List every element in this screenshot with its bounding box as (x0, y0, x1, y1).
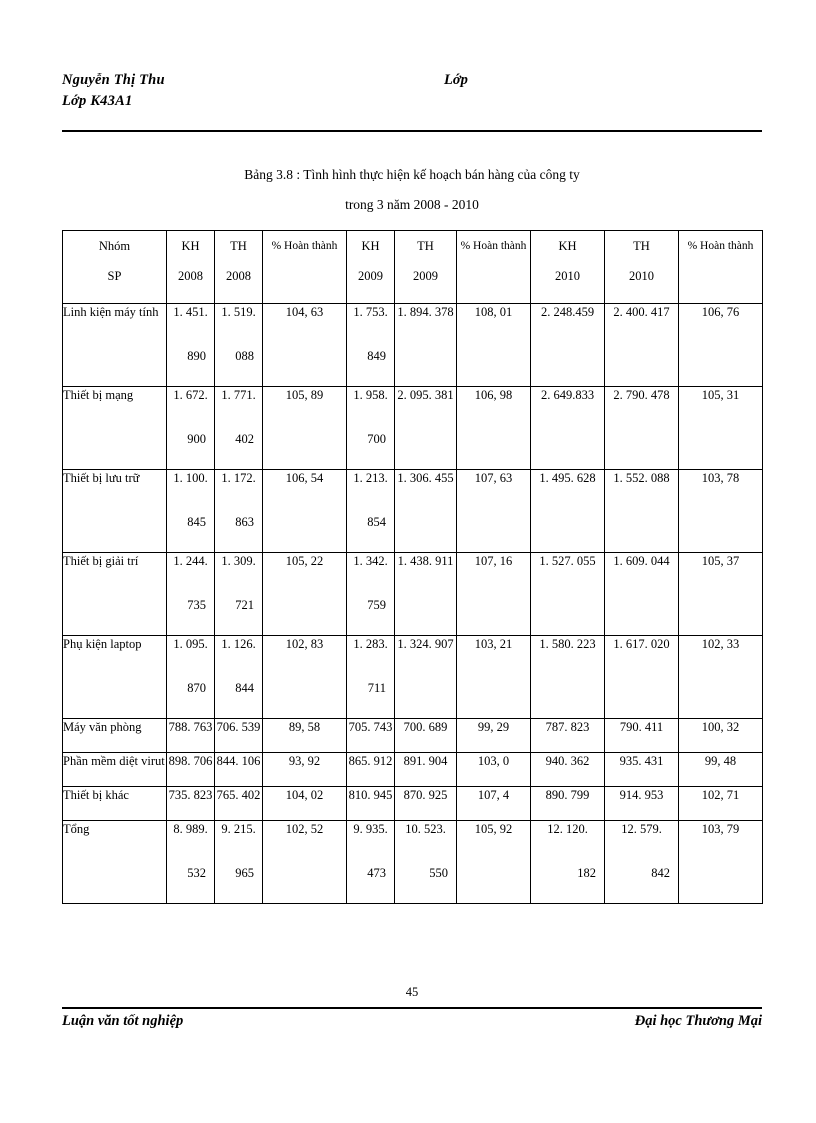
table-cell (679, 304, 763, 387)
col-header-kh-2010-top: KH (558, 239, 577, 253)
table-cell (531, 470, 605, 553)
cell-value-primary: 1. 324. 907 (397, 637, 454, 651)
col-header-th-2009 (395, 231, 457, 304)
row-label: Thiết bị mạng (63, 387, 167, 470)
table-row (63, 304, 763, 387)
table-cell (167, 636, 215, 719)
col-header-group (63, 231, 167, 304)
col-header-kh-2008 (167, 231, 215, 304)
cell-value-primary: 12. 120. (547, 822, 588, 836)
col-header-th-2010 (605, 231, 679, 304)
page-number: 45 (405, 985, 419, 999)
cell-value-secondary: 182 (577, 866, 596, 880)
cell-value-primary: 1. 283. (353, 637, 388, 651)
table-cell (395, 553, 457, 636)
cell-value-primary: 1. 527. 055 (539, 554, 596, 568)
cell-value-primary: 103, 79 (701, 822, 740, 836)
cell-value-primary: 705. 743 (348, 720, 393, 734)
table-cell (679, 753, 763, 787)
cell-value-secondary: 842 (651, 866, 670, 880)
cell-value-primary: 898. 706 (168, 754, 213, 768)
cell-value-primary: 106, 98 (474, 388, 513, 402)
cell-value-secondary: 863 (235, 515, 254, 529)
table-cell (167, 787, 215, 821)
col-header-kh-2010 (531, 231, 605, 304)
cell-value-primary: 107, 16 (474, 554, 513, 568)
row-label: Thiết bị lưu trữ (63, 470, 167, 553)
table-cell (531, 304, 605, 387)
running-footer (62, 985, 762, 1039)
cell-value-secondary: 532 (187, 866, 206, 880)
table-cell (215, 636, 263, 719)
cell-value-secondary: 849 (367, 349, 386, 363)
cell-value-primary: 844. 106 (216, 754, 261, 768)
table-cell (167, 470, 215, 553)
cell-value-primary: 788. 763 (168, 720, 213, 734)
table-cell (679, 821, 763, 904)
cell-value-primary: 105, 37 (701, 554, 740, 568)
cell-value-primary: 935. 431 (619, 754, 664, 768)
table-row (63, 719, 763, 753)
cell-value-primary: 1. 309. (221, 554, 256, 568)
cell-value-primary: 1. 617. 020 (613, 637, 670, 651)
table-cell (263, 753, 347, 787)
cell-value-primary: 108, 01 (474, 305, 513, 319)
table-cell (531, 553, 605, 636)
col-header-th-2009-bottom: 2009 (413, 269, 438, 283)
cell-value-primary: 106, 76 (701, 305, 740, 319)
table-cell (457, 553, 531, 636)
footer-rule (62, 1007, 762, 1009)
table-cell (347, 387, 395, 470)
cell-value-secondary: 700 (367, 432, 386, 446)
col-header-group-bottom: SP (107, 269, 122, 283)
table-cell (167, 553, 215, 636)
col-header-kh-2009 (347, 231, 395, 304)
cell-value-primary: 105, 31 (701, 388, 740, 402)
cell-value-primary: 890. 799 (545, 788, 590, 802)
cell-value-secondary: 845 (187, 515, 206, 529)
table-cell (679, 553, 763, 636)
table-cell (167, 304, 215, 387)
table-cell (531, 636, 605, 719)
cell-value-primary: 1. 172. (221, 471, 256, 485)
cell-value-primary: 9. 215. (221, 822, 256, 836)
table-cell (167, 821, 215, 904)
table-cell (215, 470, 263, 553)
table-cell (679, 387, 763, 470)
table-cell (457, 470, 531, 553)
cell-value-primary: 735. 823 (168, 788, 213, 802)
cell-value-primary: 1. 519. (221, 305, 256, 319)
table-cell (605, 719, 679, 753)
col-header-kh-2008-top: KH (181, 239, 200, 253)
table-cell (395, 719, 457, 753)
table-cell (605, 821, 679, 904)
table-cell (605, 753, 679, 787)
table-cell (605, 304, 679, 387)
table-cell (347, 304, 395, 387)
col-header-group-top: Nhóm (98, 239, 131, 253)
cell-value-primary: 1. 958. (353, 388, 388, 402)
cell-value-primary: 105, 22 (285, 554, 324, 568)
cell-value-primary: 102, 71 (701, 788, 740, 802)
table-cell (531, 719, 605, 753)
col-header-th-2009-top: TH (417, 239, 434, 253)
table-cell (457, 636, 531, 719)
cell-value-primary: 107, 63 (474, 471, 513, 485)
cell-value-secondary: 473 (367, 866, 386, 880)
col-header-th-2008-bottom: 2008 (226, 269, 251, 283)
cell-value-secondary: 759 (367, 598, 386, 612)
cell-value-primary: 8. 989. (173, 822, 208, 836)
col-header-kh-2010-bottom: 2010 (555, 269, 580, 283)
row-label: Máy văn phòng (63, 719, 167, 753)
cell-value-primary: 10. 523. (405, 822, 446, 836)
table-cell (215, 719, 263, 753)
col-header-th-2010-top: TH (633, 239, 650, 253)
table-cell (605, 553, 679, 636)
table-row (63, 470, 763, 553)
table-cell (457, 821, 531, 904)
table-header-row (63, 231, 763, 304)
cell-value-primary: 1. 580. 223 (539, 637, 596, 651)
running-header (62, 70, 762, 128)
table-cell (395, 753, 457, 787)
cell-value-primary: 706. 539 (216, 720, 261, 734)
cell-value-primary: 93, 92 (288, 754, 321, 768)
cell-value-primary: 2. 790. 478 (613, 388, 670, 402)
table-cell (263, 821, 347, 904)
cell-value-secondary: 711 (367, 681, 386, 695)
col-header-th-2008 (215, 231, 263, 304)
table-cell (263, 304, 347, 387)
table-cell (347, 753, 395, 787)
table-cell (457, 387, 531, 470)
table-cell (531, 821, 605, 904)
table-cell (457, 787, 531, 821)
cell-value-secondary: 721 (235, 598, 254, 612)
table-cell (167, 387, 215, 470)
cell-value-primary: 103, 78 (701, 471, 740, 485)
cell-value-primary: 870. 925 (403, 788, 448, 802)
table-body (63, 304, 763, 904)
col-header-kh-2009-bottom: 2009 (358, 269, 383, 283)
table-row (63, 636, 763, 719)
table-row (63, 387, 763, 470)
header-rule (62, 130, 762, 132)
cell-value-primary: 102, 52 (285, 822, 324, 836)
table-header-row-group (63, 231, 763, 304)
cell-value-primary: 1. 213. (353, 471, 388, 485)
table-cell (215, 821, 263, 904)
cell-value-primary: 2. 095. 381 (397, 388, 454, 402)
table-cell (531, 753, 605, 787)
table-cell (457, 753, 531, 787)
cell-value-primary: 12. 579. (621, 822, 662, 836)
table-row (63, 553, 763, 636)
table-cell (167, 719, 215, 753)
table-cell (395, 470, 457, 553)
table-cell (347, 553, 395, 636)
header-author-class: Lớp K43A1 (62, 93, 133, 109)
col-header-kh-2009-top: KH (361, 239, 380, 253)
header-author-name: Nguyễn Thị Thu (62, 72, 165, 88)
cell-value-primary: 787. 823 (545, 720, 590, 734)
table-cell (215, 787, 263, 821)
cell-value-primary: 1. 495. 628 (539, 471, 596, 485)
row-label: Phụ kiện laptop (63, 636, 167, 719)
cell-value-secondary: 900 (187, 432, 206, 446)
cell-value-primary: 104, 63 (285, 305, 324, 319)
table-cell (347, 821, 395, 904)
cell-value-secondary: 550 (429, 866, 448, 880)
row-label: Linh kiện máy tính (63, 304, 167, 387)
table-cell (215, 304, 263, 387)
table-cell (605, 387, 679, 470)
col-header-percent-2010: % Hoàn thành (679, 231, 763, 304)
cell-value-secondary: 088 (235, 349, 254, 363)
cell-value-primary: 2. 400. 417 (613, 305, 670, 319)
cell-value-primary: 865. 912 (348, 754, 393, 768)
cell-value-primary: 104, 02 (285, 788, 324, 802)
footer-right-label: Đại học Thương Mại (634, 1013, 762, 1029)
cell-value-primary: 1. 126. (221, 637, 256, 651)
table-cell (347, 636, 395, 719)
cell-value-primary: 1. 771. (221, 388, 256, 402)
table-cell (263, 719, 347, 753)
table-cell (347, 719, 395, 753)
table-cell (215, 753, 263, 787)
table-cell (167, 753, 215, 787)
table-cell (263, 470, 347, 553)
cell-value-secondary: 965 (235, 866, 254, 880)
table-cell (679, 470, 763, 553)
cell-value-primary: 105, 89 (285, 388, 324, 402)
page-content (62, 70, 762, 904)
table-cell (263, 387, 347, 470)
table-cell (605, 636, 679, 719)
table-cell (531, 387, 605, 470)
cell-value-primary: 89, 58 (288, 720, 321, 734)
cell-value-primary: 102, 83 (285, 637, 324, 651)
sales-plan-table (62, 230, 763, 904)
row-label: Thiết bị giải trí (63, 553, 167, 636)
row-label: Thiết bị khác (63, 787, 167, 821)
row-label: Tổng (63, 821, 167, 904)
table-cell (605, 787, 679, 821)
table-cell (531, 787, 605, 821)
table-cell (679, 719, 763, 753)
cell-value-primary: 103, 21 (474, 637, 513, 651)
cell-value-primary: 2. 248.459 (540, 305, 595, 319)
cell-value-primary: 1. 342. (353, 554, 388, 568)
row-label: Phần mềm diệt virut (63, 753, 167, 787)
cell-value-primary: 1. 306. 455 (397, 471, 454, 485)
table-cell (347, 470, 395, 553)
cell-value-primary: 790. 411 (619, 720, 664, 734)
cell-value-primary: 1. 438. 911 (397, 554, 454, 568)
table-cell (679, 636, 763, 719)
table-cell (605, 470, 679, 553)
table-cell (263, 636, 347, 719)
cell-value-primary: 1. 672. (173, 388, 208, 402)
table-cell (395, 304, 457, 387)
table-cell (215, 387, 263, 470)
cell-value-secondary: 844 (235, 681, 254, 695)
table-caption-line1: Bảng 3.8 : Tình hình thực hiện kế hoạch bán hàng của công ty (244, 167, 580, 182)
cell-value-primary: 765. 402 (216, 788, 261, 802)
table-cell (263, 553, 347, 636)
cell-value-primary: 1. 552. 088 (613, 471, 670, 485)
table-row (63, 787, 763, 821)
cell-value-primary: 940. 362 (545, 754, 590, 768)
table-cell (263, 787, 347, 821)
col-header-percent-2009: % Hoàn thành (457, 231, 531, 304)
header-author (62, 70, 165, 112)
table-cell (347, 787, 395, 821)
cell-value-primary: 1. 095. (173, 637, 208, 651)
table-cell (395, 787, 457, 821)
cell-value-primary: 106, 54 (285, 471, 324, 485)
cell-value-primary: 99, 29 (477, 720, 510, 734)
table-cell (395, 387, 457, 470)
cell-value-secondary: 402 (235, 432, 254, 446)
table-cell (679, 787, 763, 821)
cell-value-primary: 9. 935. (353, 822, 388, 836)
cell-value-primary: 99, 48 (704, 754, 737, 768)
cell-value-primary: 105, 92 (474, 822, 513, 836)
cell-value-primary: 1. 753. (353, 305, 388, 319)
cell-value-primary: 103, 0 (477, 754, 510, 768)
cell-value-primary: 700. 689 (403, 720, 448, 734)
header-center-label: Lớp (444, 72, 468, 88)
cell-value-primary: 1. 451. (173, 305, 208, 319)
cell-value-primary: 1. 244. (173, 554, 208, 568)
col-header-percent-2008: % Hoàn thành (263, 231, 347, 304)
footer-left-label: Luận văn tốt nghiệp (62, 1013, 184, 1029)
cell-value-secondary: 854 (367, 515, 386, 529)
table-cell (457, 304, 531, 387)
table-caption-line2: trong 3 năm 2008 - 2010 (345, 197, 479, 212)
cell-value-primary: 1. 609. 044 (613, 554, 670, 568)
cell-value-primary: 102, 33 (701, 637, 740, 651)
col-header-th-2010-bottom: 2010 (629, 269, 654, 283)
table-cell (215, 553, 263, 636)
table-cell (457, 719, 531, 753)
cell-value-primary: 1. 894. 378 (397, 305, 454, 319)
cell-value-primary: 1. 100. (173, 471, 208, 485)
table-cell (395, 821, 457, 904)
cell-value-secondary: 890 (187, 349, 206, 363)
cell-value-primary: 914. 953 (619, 788, 664, 802)
table-caption (62, 160, 762, 220)
table-row (63, 821, 763, 904)
cell-value-secondary: 870 (187, 681, 206, 695)
col-header-kh-2008-bottom: 2008 (178, 269, 203, 283)
cell-value-primary: 100, 32 (701, 720, 740, 734)
table-cell (395, 636, 457, 719)
cell-value-secondary: 735 (187, 598, 206, 612)
cell-value-primary: 810. 945 (348, 788, 393, 802)
table-row (63, 753, 763, 787)
cell-value-primary: 107, 4 (477, 788, 510, 802)
cell-value-primary: 2. 649.833 (540, 388, 595, 402)
col-header-th-2008-top: TH (230, 239, 247, 253)
cell-value-primary: 891. 904 (403, 754, 448, 768)
